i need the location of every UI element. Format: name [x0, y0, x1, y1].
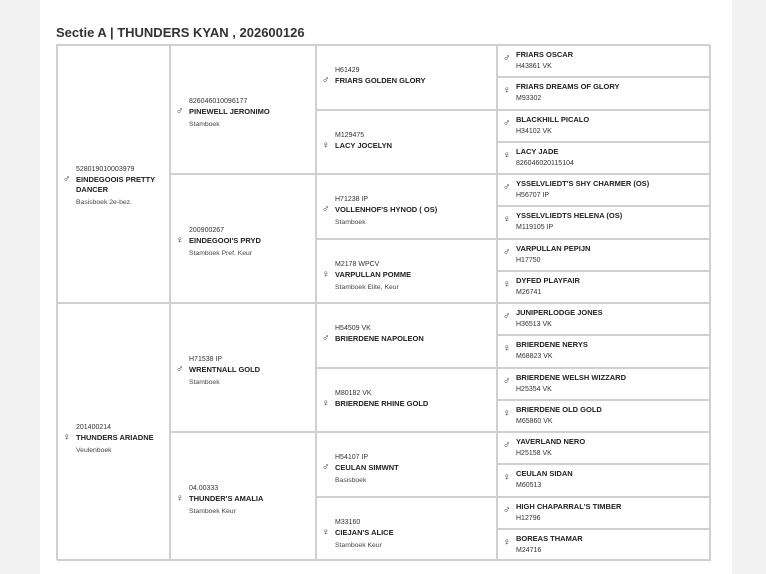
- pedigree-cell-gen4[interactable]: [497, 45, 711, 77]
- ancestor-name-row: [503, 50, 708, 72]
- pedigree-cell-gen4[interactable]: [497, 497, 711, 529]
- ancestor-name-row: [503, 115, 708, 137]
- ancestor-info: [503, 147, 708, 169]
- ancestor-info: [503, 405, 708, 427]
- ancestor-info: [503, 469, 708, 491]
- ancestor-name-row: [322, 528, 494, 538]
- ancestor-name-row: [322, 270, 494, 280]
- ancestor-name-row: [176, 236, 313, 246]
- registration-number: M33160: [335, 518, 361, 526]
- ancestor-name-row: [322, 399, 494, 409]
- ancestor-info: [322, 195, 494, 228]
- ancestor-name-row: [63, 175, 167, 195]
- registration-number: H71538 IP: [189, 355, 223, 363]
- registration-number: M26741: [516, 288, 542, 296]
- ancestor-name-row: [503, 534, 708, 556]
- ancestor-info: [176, 355, 313, 388]
- pedigree-cell-gen2[interactable]: [170, 174, 316, 303]
- ancestor-name[interactable]: BLACKHILL PICALO: [516, 114, 590, 124]
- registration-number: H17750: [516, 256, 541, 264]
- registration-number: H54107 IP: [335, 454, 369, 462]
- ancestor-name-row: [503, 373, 708, 395]
- ancestor-info: [322, 260, 494, 293]
- female-symbol-icon: ♀: [176, 234, 184, 246]
- male-symbol-icon: ♂: [322, 333, 330, 345]
- pedigree-cell-gen4[interactable]: [497, 432, 711, 464]
- ancestor-name[interactable]: FRIARS GOLDEN GLORY: [335, 76, 426, 86]
- ancestor-name-row: [322, 205, 494, 215]
- studbook-section: Basisboek 2e-bez.: [76, 199, 132, 206]
- female-symbol-icon: ♀: [503, 278, 511, 290]
- ancestor-info: [503, 211, 708, 233]
- male-symbol-icon: ♂: [322, 75, 330, 87]
- pedigree-cell-gen4[interactable]: [497, 303, 711, 335]
- female-symbol-icon: ♀: [503, 536, 511, 548]
- ancestor-name[interactable]: CEULAN SIMWNT: [335, 463, 399, 473]
- ancestor-info: [503, 308, 708, 330]
- female-symbol-icon: ♀: [322, 526, 330, 538]
- ancestor-name[interactable]: VARPULLAN PEPIJN: [516, 243, 591, 253]
- registration-number: 826046010096177: [189, 97, 248, 105]
- female-symbol-icon: ♀: [503, 214, 511, 226]
- registration-number: M68823 VK: [516, 353, 553, 361]
- ancestor-name-row: [322, 76, 494, 86]
- pedigree-cell-gen4[interactable]: [497, 174, 711, 206]
- ancestor-name-row: [503, 340, 708, 362]
- ancestor-info: [503, 244, 708, 266]
- female-symbol-icon: ♀: [503, 343, 511, 355]
- ancestor-name[interactable]: CIEJAN'S ALICE: [335, 527, 394, 537]
- male-symbol-icon: ♂: [503, 311, 511, 322]
- male-symbol-icon: ♂: [503, 504, 511, 516]
- registration-number: H25354 VK: [516, 385, 552, 393]
- ancestor-name[interactable]: YSSELVLIEDT'S SHY CHARMER (OS): [516, 179, 650, 188]
- registration-number: H25158 VK: [516, 450, 552, 457]
- studbook-section: Stamboek Elite, Keur: [335, 283, 399, 291]
- ancestor-name[interactable]: EINDEGOOIS PRETTY DANCER: [76, 175, 156, 194]
- registration-number: M80182 VK: [335, 389, 372, 397]
- pedigree-cell-gen4[interactable]: [497, 239, 711, 271]
- ancestor-info: [63, 165, 167, 208]
- ancestor-name-row: [503, 179, 708, 201]
- ancestor-name[interactable]: WRENTNALL GOLD: [189, 364, 261, 374]
- registration-number: 528019010003979: [76, 166, 135, 173]
- pedigree-cell-gen4[interactable]: [497, 464, 711, 496]
- pedigree-cell-gen2[interactable]: [170, 303, 316, 432]
- registration-number: 04.00333: [189, 484, 219, 492]
- ancestor-name-row: [176, 494, 313, 504]
- ancestor-name[interactable]: BOREAS THAMAR: [516, 533, 583, 543]
- female-symbol-icon: ♀: [322, 139, 330, 151]
- ancestor-info: [503, 179, 708, 201]
- ancestor-name-row: [63, 433, 167, 443]
- ancestor-name-row: [503, 147, 708, 169]
- pedigree-cell-gen4[interactable]: [497, 206, 711, 238]
- registration-number: M119105 IP: [516, 224, 554, 232]
- female-symbol-icon: ♀: [503, 85, 511, 97]
- ancestor-name[interactable]: LACY JADE: [516, 146, 559, 156]
- ancestor-name-row: [503, 405, 708, 427]
- ancestor-name[interactable]: BRIERDENE RHINE GOLD: [335, 398, 429, 408]
- pedigree-cell-gen2[interactable]: [170, 45, 316, 174]
- studbook-section: Stamboek: [189, 120, 220, 128]
- studbook-section: Stamboek: [335, 219, 366, 227]
- ancestor-info: [176, 97, 313, 130]
- male-symbol-icon: ♂: [503, 53, 511, 64]
- registration-number: H43861 VK: [516, 63, 552, 70]
- ancestor-info: [503, 115, 708, 137]
- pedigree-cell-gen4[interactable]: [497, 400, 711, 432]
- pedigree-cell-gen1[interactable]: [57, 45, 170, 303]
- right-page-margin: [732, 0, 766, 574]
- male-symbol-icon: ♂: [176, 105, 184, 117]
- pedigree-cell-gen4[interactable]: [497, 529, 711, 561]
- ancestor-name[interactable]: BRIERDENE WELSH WIZZARD: [516, 372, 626, 382]
- ancestor-name[interactable]: HIGH CHAPARRAL'S TIMBER: [516, 501, 622, 511]
- ancestor-name-row: [503, 469, 708, 491]
- ancestor-name-row: [503, 211, 708, 233]
- ancestor-name[interactable]: JUNIPERLODGE JONES: [516, 308, 603, 317]
- male-symbol-icon: ♂: [322, 462, 330, 474]
- ancestor-info: [503, 82, 708, 104]
- ancestor-name[interactable]: LACY JOCELYN: [335, 140, 393, 150]
- left-page-margin: [0, 0, 40, 574]
- ancestor-info: [503, 437, 708, 459]
- ancestor-info: [503, 340, 708, 362]
- ancestor-name[interactable]: BRIERDENE NAPOLEON: [335, 334, 424, 344]
- pedigree-table: [56, 44, 710, 560]
- ancestor-name[interactable]: DYFED PLAYFAIR: [516, 275, 580, 285]
- male-symbol-icon: ♂: [503, 117, 511, 129]
- male-symbol-icon: ♂: [176, 363, 184, 375]
- pedigree-cell-gen3[interactable]: [316, 45, 497, 110]
- studbook-section: Stamboek Keur: [189, 507, 236, 515]
- pedigree-cell-gen3[interactable]: [316, 174, 497, 239]
- ancestor-name[interactable]: EINDEGOOI'S PRYD: [189, 235, 261, 245]
- page-title: Sectie A | THUNDERS KYAN , 202600126: [56, 25, 305, 40]
- female-symbol-icon: ♀: [322, 268, 330, 280]
- ancestor-info: [322, 131, 494, 151]
- ancestor-name[interactable]: BRIERDENE OLD GOLD: [516, 404, 602, 414]
- ancestor-info: [503, 502, 708, 524]
- registration-number: M60513: [516, 482, 542, 490]
- registration-number: M93302: [516, 95, 542, 103]
- pedigree-cell-gen3[interactable]: [316, 497, 497, 562]
- registration-number: M2178 WPCV: [335, 260, 380, 268]
- ancestor-name-row: [503, 276, 708, 298]
- ancestor-name-row: [176, 107, 313, 117]
- pedigree-cell-gen4[interactable]: [497, 335, 711, 367]
- registration-number: M129475: [335, 131, 365, 139]
- registration-number: H71238 IP: [335, 196, 369, 204]
- registration-number: 826046020115104: [516, 159, 574, 167]
- ancestor-name[interactable]: VARPULLAN POMME: [335, 269, 412, 279]
- ancestor-name[interactable]: FRIARS DREAMS OF GLORY: [516, 82, 620, 92]
- male-symbol-icon: ♂: [503, 182, 511, 193]
- ancestor-info: [176, 484, 313, 517]
- ancestor-info: [503, 50, 708, 72]
- ancestor-name-row: [503, 437, 708, 459]
- registration-number: M65860 VK: [516, 417, 553, 425]
- ancestor-name[interactable]: VOLLENHOF'S HYNOD ( OS): [335, 205, 438, 215]
- registration-number: H12796: [516, 514, 541, 522]
- studbook-section: Stamboek Keur: [335, 541, 382, 549]
- ancestor-name-row: [503, 502, 708, 524]
- ancestor-info: [322, 389, 494, 409]
- ancestor-name-row: [322, 334, 494, 344]
- ancestor-name[interactable]: BRIERDENE NERYS: [516, 340, 588, 350]
- ancestor-name-row: [503, 308, 708, 330]
- pedigree-cell-gen4[interactable]: [497, 368, 711, 400]
- ancestor-info: [503, 534, 708, 556]
- pedigree-cell-gen3[interactable]: [316, 432, 497, 497]
- male-symbol-icon: ♂: [63, 174, 71, 185]
- registration-number: H34102 VK: [516, 127, 552, 135]
- pedigree-cell-gen3[interactable]: [316, 303, 497, 368]
- pedigree-cell-gen4[interactable]: [497, 271, 711, 303]
- pedigree-cell-gen3[interactable]: [316, 368, 497, 433]
- female-symbol-icon: ♀: [503, 149, 511, 161]
- ancestor-name[interactable]: CEULAN SIDAN: [516, 469, 573, 479]
- male-symbol-icon: ♂: [322, 204, 330, 216]
- female-symbol-icon: ♀: [503, 407, 511, 419]
- ancestor-name[interactable]: YAVERLAND NERO: [516, 437, 586, 446]
- registration-number: H61429: [335, 67, 360, 75]
- registration-number: 200900267: [189, 226, 225, 234]
- female-symbol-icon: ♀: [322, 397, 330, 409]
- pedigree-cell-gen4[interactable]: [497, 142, 711, 174]
- pedigree-cell-gen4[interactable]: [497, 110, 711, 142]
- registration-number: M24716: [516, 546, 542, 554]
- female-symbol-icon: ♀: [63, 432, 71, 443]
- registration-number: 201400214: [76, 424, 112, 431]
- registration-number: H54509 VK: [335, 325, 371, 333]
- ancestor-name[interactable]: FRIARS OSCAR: [516, 50, 574, 59]
- female-symbol-icon: ♀: [503, 472, 511, 484]
- pedigree-cell-gen3[interactable]: [316, 239, 497, 304]
- ancestor-name-row: [503, 82, 708, 104]
- studbook-section: Stamboek Pref. Keur: [189, 249, 253, 257]
- ancestor-name-row: [322, 141, 494, 151]
- registration-number: H36513 VK: [516, 321, 552, 328]
- pedigree-cell-gen3[interactable]: [316, 110, 497, 175]
- male-symbol-icon: ♂: [503, 440, 511, 451]
- ancestor-name[interactable]: PINEWELL JERONIMO: [189, 106, 270, 116]
- male-symbol-icon: ♂: [503, 246, 511, 258]
- studbook-section: Stamboek: [189, 378, 220, 386]
- registration-number: H56707 IP: [516, 192, 550, 199]
- ancestor-name[interactable]: THUNDERS ARIADNE: [76, 433, 154, 442]
- pedigree-cell-gen4[interactable]: [497, 77, 711, 109]
- ancestor-info: [322, 453, 494, 486]
- ancestor-info: [503, 373, 708, 395]
- ancestor-name-row: [503, 244, 708, 266]
- studbook-section: Basisboek: [335, 477, 367, 485]
- pedigree-cell-gen2[interactable]: [170, 432, 316, 561]
- ancestor-name-row: [176, 365, 313, 375]
- ancestor-info: [322, 324, 494, 344]
- ancestor-info: [63, 423, 167, 456]
- ancestor-info: [503, 276, 708, 298]
- ancestor-name-row: [322, 463, 494, 473]
- male-symbol-icon: ♂: [503, 375, 511, 387]
- ancestor-info: [322, 66, 494, 86]
- studbook-section: Veulenboek: [76, 447, 112, 454]
- pedigree-cell-gen1[interactable]: [57, 303, 170, 561]
- female-symbol-icon: ♀: [176, 492, 184, 504]
- ancestor-info: [176, 226, 313, 259]
- ancestor-info: [322, 518, 494, 551]
- ancestor-name[interactable]: YSSELVLIEDTS HELENA (OS): [516, 211, 623, 221]
- ancestor-name[interactable]: THUNDER'S AMALIA: [189, 493, 264, 503]
